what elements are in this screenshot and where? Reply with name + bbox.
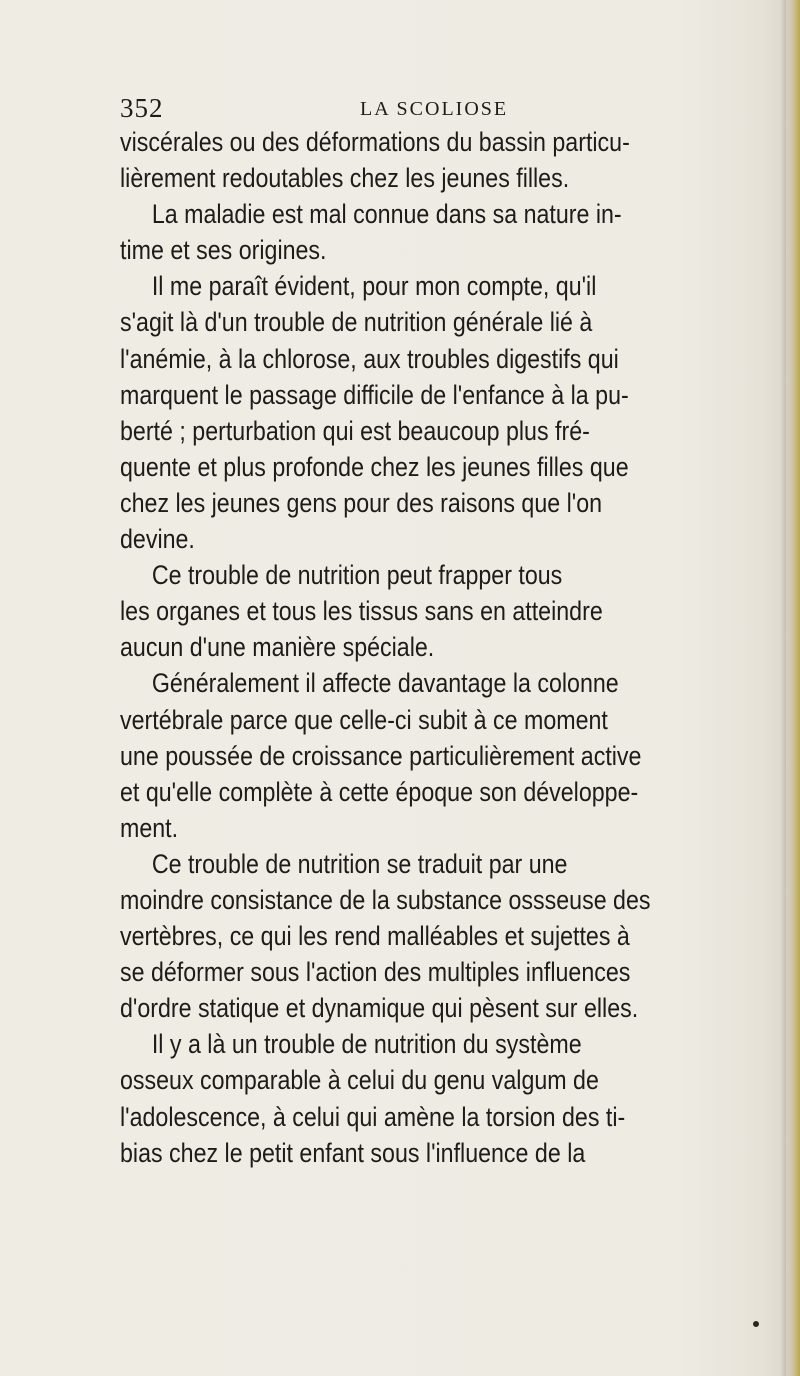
text-line: Ce trouble de nutrition se traduit par une <box>151 848 568 879</box>
text-line: berté ; perturbation qui est beaucoup plus fré- <box>120 415 590 446</box>
text-line: Généralement il affecte davantage la colonne <box>151 668 619 699</box>
text-line: vertèbres, ce qui les rend malléables et sujettes à <box>120 921 630 952</box>
text-line: une poussée de croissance particulièrement active <box>120 740 642 771</box>
text-line: devine. <box>120 524 195 555</box>
ink-speck <box>753 1321 759 1327</box>
text-line: ment. <box>120 812 179 843</box>
text-line: quente et plus profonde chez les jeunes filles que <box>120 451 629 482</box>
text-line: viscérales ou des déformations du bassin particu- <box>120 127 630 157</box>
text-line: s'agit là d'un trouble de nutrition générale lié à <box>120 307 593 338</box>
running-head <box>120 93 740 123</box>
text-line: La maladie est mal connue dans sa nature in- <box>151 199 622 230</box>
text-line: time et ses origines. <box>120 235 327 266</box>
text-line: vertébrale parce que celle-ci subit à ce moment <box>120 704 608 735</box>
text-line: et qu'elle complète à cette époque son développe- <box>120 776 639 807</box>
text-line: l'anémie, à la chlorose, aux troubles digestifs qui <box>120 343 619 374</box>
text-line: les organes et tous les tissus sans en atteindre <box>120 596 603 627</box>
page-edge <box>786 0 800 1376</box>
text-line: moindre consistance de la substance ossseuse des <box>120 884 651 915</box>
text-line: lièrement redoutables chez les jeunes filles. <box>120 163 570 194</box>
text-line: Il y a là un trouble de nutrition du système <box>151 1029 582 1060</box>
text-line: Ce trouble de nutrition peut frapper tous <box>151 560 563 591</box>
running-title: LA SCOLIOSE <box>360 98 509 120</box>
text-line: d'ordre statique et dynamique qui pèsent sur elles. <box>120 993 639 1024</box>
text-line: marquent le passage difficile de l'enfance à la pu- <box>120 379 629 410</box>
text-line: osseux comparable à celui du genu valgum de <box>120 1065 599 1096</box>
body-text <box>120 124 739 1171</box>
text-line: aucun d'une manière spéciale. <box>120 632 435 663</box>
text-line: l'adolescence, à celui qui amène la torsion des ti- <box>120 1101 626 1132</box>
text-line: se déformer sous l'action des multiples influences <box>120 957 631 988</box>
text-line: Il me paraît évident, pour mon compte, qu'il <box>151 271 597 302</box>
text-line: chez les jeunes gens pour des raisons que l'on <box>120 487 603 518</box>
text-line: bias chez le petit enfant sous l'influence de la <box>120 1137 586 1168</box>
page-number: 352 <box>120 93 164 123</box>
